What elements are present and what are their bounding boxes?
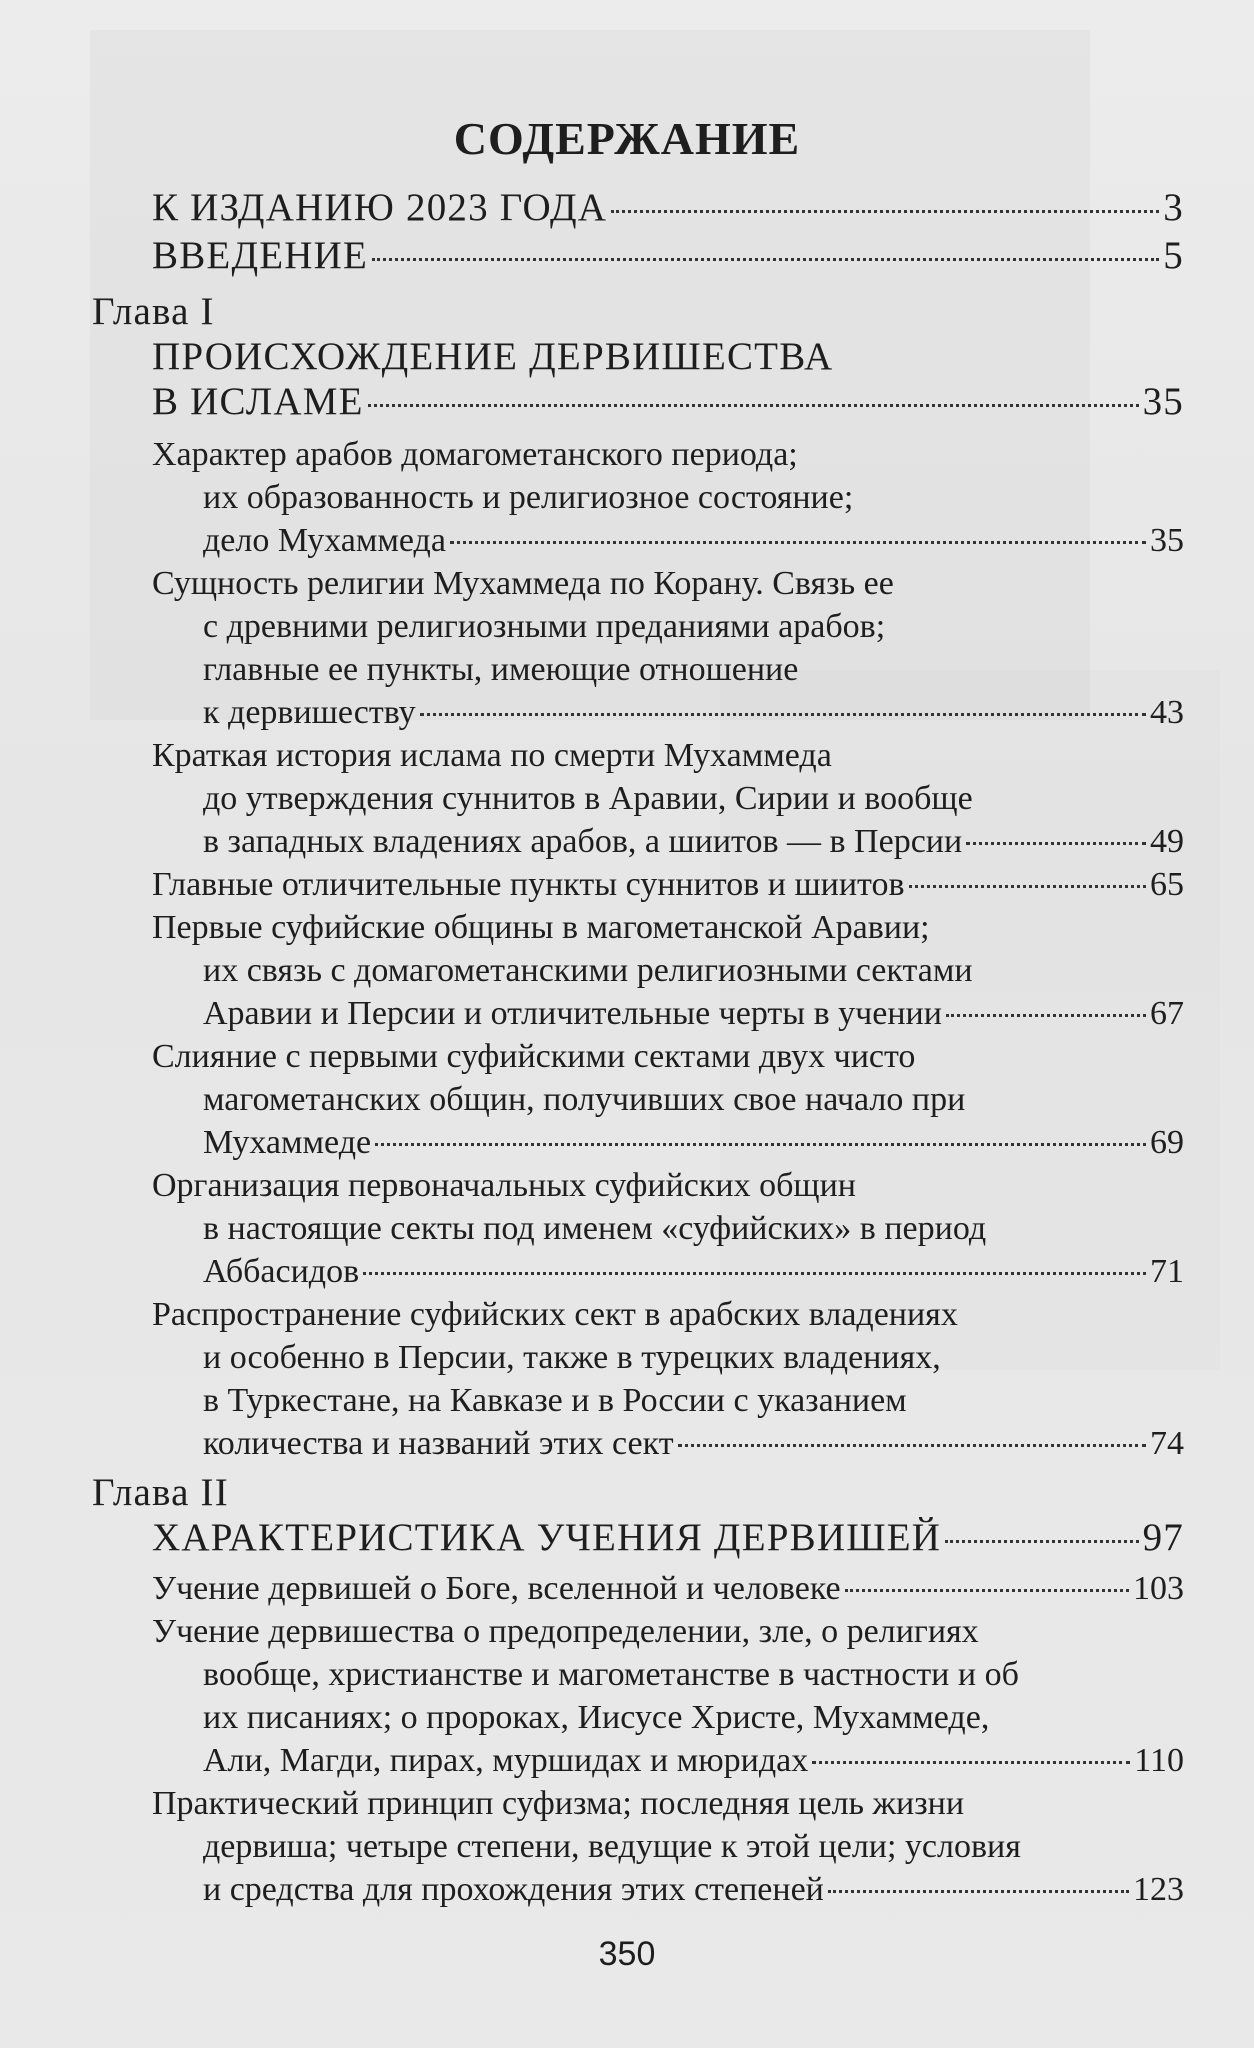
- toc-entry[interactable]: [152, 236, 1184, 276]
- toc-entry-line: главные ее пункты, имеющие отношение: [203, 651, 799, 688]
- toc-entry-text: в западных владениях арабов, а шиитов — в Персии: [203, 823, 963, 860]
- toc-page-number: 35: [1142, 380, 1184, 423]
- toc-entry[interactable]: [203, 1424, 1184, 1464]
- toc-entry-line: дервиша; четыре степени, ведущие к этой цели; условия: [203, 1828, 1021, 1865]
- dot-leader: [420, 713, 1146, 716]
- toc-page-number: 103: [1133, 1570, 1184, 1607]
- dot-leader: [828, 1890, 1129, 1893]
- toc-entry-line: Сущность религии Мухаммеда по Корану. Связь ее: [152, 565, 894, 602]
- toc-entry-line: их образованность и религиозное состояние;: [203, 479, 854, 516]
- toc-entry-line: Краткая история ислама по смерти Мухаммеда: [152, 737, 832, 774]
- toc-page-number: 110: [1134, 1742, 1184, 1779]
- dot-leader: [375, 1143, 1146, 1146]
- toc-page-number: 74: [1150, 1425, 1184, 1462]
- toc-entry-line: Учение дервишества о предопределении, зле, о религиях: [152, 1613, 979, 1650]
- toc-entry-text: количества и названий этих сект: [203, 1425, 674, 1462]
- toc-entry-line: их связь с домагометанскими религиозными сектами: [203, 952, 973, 989]
- dot-leader: [909, 885, 1147, 888]
- toc-page-number: 35: [1150, 522, 1184, 559]
- toc-entry-text: В ИСЛАМЕ: [152, 380, 364, 423]
- chapter-title[interactable]: [152, 1518, 1184, 1558]
- toc-entry-text: Али, Магди, пирах, муршидах и мюридах: [203, 1742, 809, 1779]
- toc-entry-text: Аббасидов: [203, 1253, 360, 1290]
- page-number: 350: [598, 1935, 656, 1973]
- dot-leader: [966, 842, 1146, 845]
- toc-page-number: 123: [1133, 1871, 1184, 1908]
- toc-page-number: 97: [1142, 1516, 1184, 1559]
- dot-leader: [845, 1589, 1129, 1592]
- toc-entry[interactable]: [152, 188, 1184, 228]
- toc-entry[interactable]: [203, 1252, 1184, 1292]
- toc-entry-line: до утверждения суннитов в Аравии, Сирии и вообще: [203, 780, 973, 817]
- toc-entry-line: Характер арабов домагометанского периода;: [152, 436, 798, 473]
- toc-entry-line: Слияние с первыми суфийскими сектами двух чисто: [152, 1038, 916, 1075]
- toc-page-number: 49: [1150, 823, 1184, 860]
- toc-entry-line: в Туркестане, на Кавказе и в России с указанием: [203, 1382, 907, 1419]
- toc-page-number: 65: [1150, 866, 1184, 903]
- chapter-label: Глава I: [92, 290, 215, 333]
- toc-entry[interactable]: [203, 1870, 1184, 1910]
- dot-leader: [450, 541, 1146, 544]
- dot-leader: [945, 1540, 1138, 1543]
- toc-entry-line: в настоящие секты под именем «суфийских» в период: [203, 1210, 987, 1247]
- toc-page-number: 69: [1150, 1124, 1184, 1161]
- toc-entry-line: Организация первоначальных суфийских общин: [152, 1167, 856, 1204]
- toc-entry[interactable]: [203, 1123, 1184, 1163]
- chapter-label: Глава II: [92, 1471, 229, 1514]
- dot-leader: [678, 1444, 1146, 1447]
- toc-entry-text: К ИЗДАНИЮ 2023 ГОДА: [152, 186, 608, 229]
- toc-entry-text: Учение дервишей о Боге, вселенной и человеке: [152, 1570, 841, 1607]
- toc-page-number: 3: [1163, 186, 1184, 229]
- toc-entry-text: и средства для прохождения этих степеней: [203, 1871, 824, 1908]
- toc-entry[interactable]: [203, 521, 1184, 561]
- toc-page-number: 71: [1150, 1253, 1184, 1290]
- toc-entry-line: с древними религиозными преданиями арабов;: [203, 608, 886, 645]
- dot-leader: [946, 1014, 1146, 1017]
- dot-leader: [611, 210, 1159, 213]
- toc-entry-line: Практический принцип суфизма; последняя цель жизни: [152, 1785, 965, 1822]
- dot-leader: [812, 1761, 1130, 1764]
- dot-leader: [363, 1272, 1146, 1275]
- toc-entry-text: ХАРАКТЕРИСТИКА УЧЕНИЯ ДЕРВИШЕЙ: [152, 1516, 942, 1559]
- toc-entry[interactable]: [203, 822, 1184, 862]
- toc-page-number: 67: [1150, 995, 1184, 1032]
- toc-entry-line: их писаниях; о пророках, Иисусе Христе, Мухаммеде,: [203, 1699, 990, 1736]
- toc-entry-line: Распространение суфийских сект в арабских владениях: [152, 1296, 958, 1333]
- toc-entry-text: к дервишеству: [203, 694, 416, 731]
- toc-page-number: 5: [1163, 234, 1184, 277]
- toc-entry-text: дело Мухаммеда: [203, 522, 446, 559]
- toc-entry[interactable]: [152, 865, 1184, 905]
- toc-entry-text: ВВЕДЕНИЕ: [152, 234, 369, 277]
- toc-entry-text: Главные отличительные пункты суннитов и шиитов: [152, 866, 905, 903]
- toc-page-number: 43: [1150, 694, 1184, 731]
- chapter-title[interactable]: [152, 382, 1184, 422]
- dot-leader: [372, 258, 1159, 261]
- toc-entry[interactable]: [152, 1569, 1184, 1609]
- page-title: СОДЕРЖАНИЕ: [453, 113, 801, 164]
- toc-entry[interactable]: [203, 693, 1184, 733]
- toc-entry[interactable]: [203, 1741, 1184, 1781]
- toc-entry-line: Первые суфийские общины в магометанской Аравии;: [152, 909, 930, 946]
- toc-entry-line: и особенно в Персии, также в турецких владениях,: [203, 1339, 941, 1376]
- chapter-title: ПРОИСХОЖДЕНИЕ ДЕРВИШЕСТВА: [152, 335, 834, 378]
- toc-entry[interactable]: [203, 994, 1184, 1034]
- toc-entry-line: магометанских общин, получивших свое начало при: [203, 1081, 966, 1118]
- dot-leader: [368, 404, 1139, 407]
- toc-entry-line: вообще, христианстве и магометанстве в частности и об: [203, 1656, 1019, 1693]
- toc-entry-text: Аравии и Персии и отличительные черты в учении: [203, 995, 942, 1032]
- toc-entry-text: Мухаммеде: [203, 1124, 372, 1161]
